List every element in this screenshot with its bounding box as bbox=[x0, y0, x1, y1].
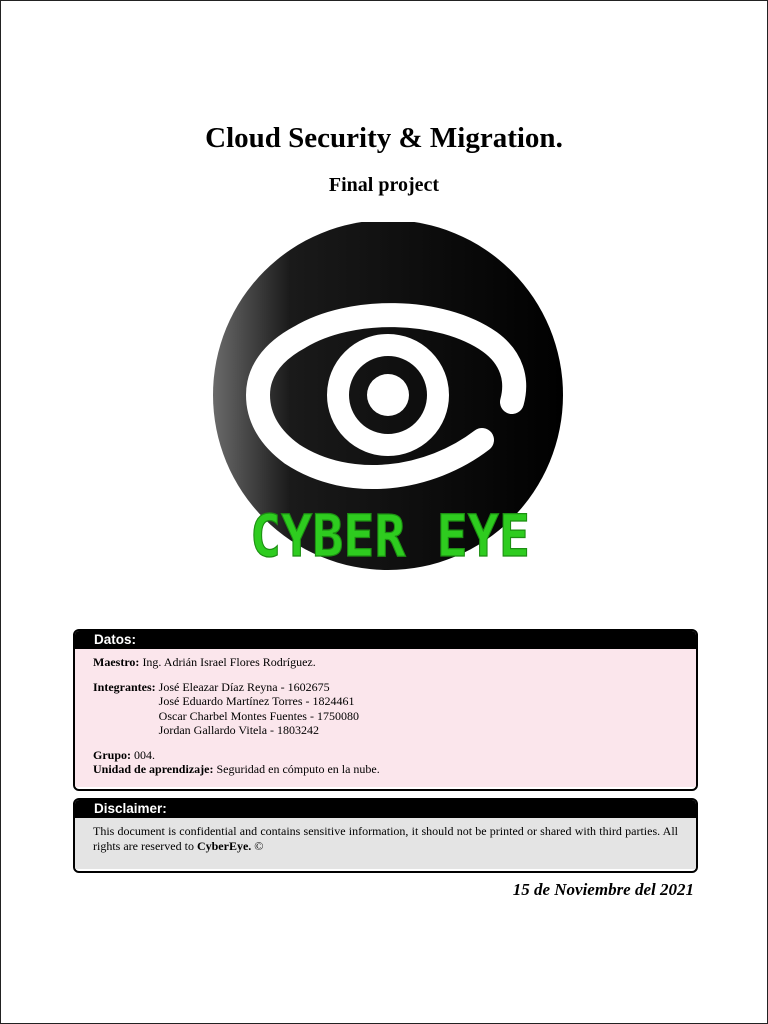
disclaimer-body bbox=[75, 818, 696, 869]
document-subtitle: Final project bbox=[328, 174, 440, 196]
disclaimer-header: Disclaimer: bbox=[75, 800, 696, 818]
document-date: 15 de Noviembre del 2021 bbox=[512, 880, 694, 899]
copyright-symbol: © bbox=[254, 838, 264, 853]
integrante-item: José Eduardo Martínez Torres - 1824461 bbox=[158, 694, 355, 708]
datos-header: Datos: bbox=[75, 631, 696, 649]
integrantes-label: Integrantes: bbox=[93, 679, 156, 694]
document-title: Cloud Security & Migration. bbox=[205, 122, 563, 154]
grupo-value: 004. bbox=[134, 747, 156, 762]
integrantes-row bbox=[93, 680, 678, 738]
integrante-item: José Eleazar Díaz Reyna - 1602675 bbox=[158, 679, 330, 694]
unidad-value: Seguridad en cómputo en la nube. bbox=[216, 762, 380, 776]
datos-body bbox=[75, 649, 696, 787]
integrante-item: Oscar Charbel Montes Fuentes - 1750080 bbox=[158, 708, 359, 723]
datos-box bbox=[73, 629, 698, 791]
maestro-label: Maestro: bbox=[93, 655, 140, 669]
integrante-item: Jordan Gallardo Vitela - 1803242 bbox=[158, 723, 320, 737]
eye-pupil bbox=[367, 374, 409, 416]
grupo-label: Grupo: bbox=[93, 747, 132, 762]
maestro-value: Ing. Adrián Israel Flores Rodríguez. bbox=[142, 655, 316, 669]
disclaimer-box bbox=[73, 798, 698, 873]
unidad-label: Unidad de aprendizaje: bbox=[93, 762, 214, 776]
disclaimer-text: This document is confidential and contains sensitive information, it should not be printed or shared with third parties. All rights are reserved to bbox=[93, 824, 678, 853]
cyber-eye-wordmark: CYBER EYE bbox=[250, 502, 530, 570]
grupo-row bbox=[93, 748, 678, 763]
disclaimer-brand: CyberEye. bbox=[196, 838, 252, 853]
cyber-eye-logo bbox=[200, 222, 580, 572]
maestro-row bbox=[93, 655, 678, 670]
unidad-row bbox=[93, 762, 678, 777]
integrantes-list bbox=[159, 680, 359, 738]
